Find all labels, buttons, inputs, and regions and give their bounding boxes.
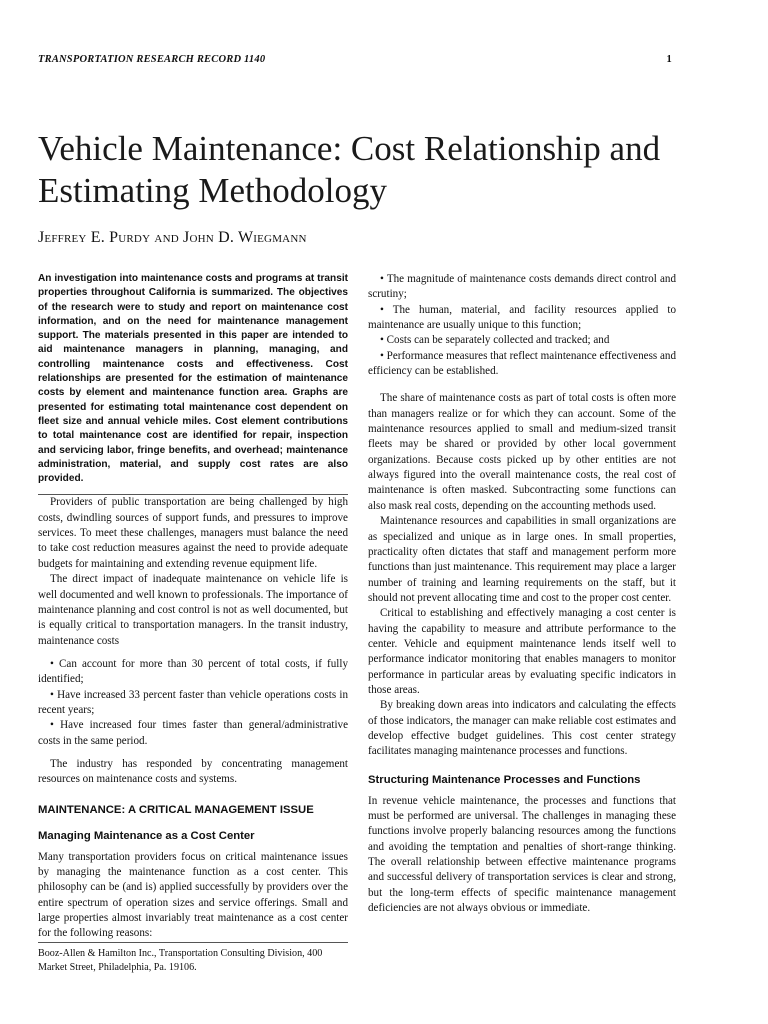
sub-heading: Structuring Maintenance Processes and Functions [368, 773, 641, 786]
paragraph: Maintenance resources and capabilities in small organizations are as specialized and unique as in large ones. In small properties, practicality often dictates that staff and management perform more functions than just maintenance. This requirement may place a larger number of training and learning requirements on the staff, but it should not prevent allocating time and cost to the proper cost center. [368, 515, 676, 604]
page-number: 1 [666, 54, 672, 65]
paragraph: The share of maintenance costs as part of total costs is often more than managers realize or for which they can account. Some of the maintenance resources applied to small and medium-sized transit fleets may be shared or provided by other local government organizations. Because costs picked up by other entities are not always figured into the overall maintenance costs, the real cost of maintenance is often masked. Subcontracting some functions can also mask real costs, depending on the accounting methods used. [368, 392, 676, 512]
bullet-item: • Costs can be separately collected and tracked; and [380, 334, 610, 347]
section-heading: MAINTENANCE: A CRITICAL MANAGEMENT ISSUE [38, 803, 314, 816]
author-affiliation-footnote: Booz-Allen & Hamilton Inc., Transportation Consulting Division, 400 Market Street, Philadelphia, Pa. 19106. [38, 942, 348, 975]
paragraph: The industry has responded by concentrating management resources on maintenance costs and systems. [38, 757, 348, 786]
right-column [368, 272, 676, 916]
bullet-item: • Performance measures that reflect maintenance effectiveness and efficiency can be established. [368, 349, 676, 378]
paragraph: Many transportation providers focus on critical maintenance issues by managing the maintenance function as a cost center. This philosophy can be (and is) applied successfully by providers over the entire spectrum of operation sizes and service offerings. Small and large properties almost invariably treat maintenance as a cost center for the following reasons: [38, 850, 348, 940]
bullet-item: • Can account for more than 30 percent of total costs, if fully identified; [38, 657, 348, 686]
paragraph: The direct impact of inadequate maintenance on vehicle life is well documented and well known to professionals. The importance of maintenance planning and cost control is not as well documented, but is equally critical to transportation managers. In the transit industry, maintenance costs [38, 573, 348, 647]
authors: Jeffrey E. Purdy and John D. Wiegmann [38, 229, 307, 246]
running-header [38, 54, 672, 70]
paragraph: In revenue vehicle maintenance, the processes and functions that must be performed are universal. The challenges in managing these functions involve properly balancing resources among the functions and avoiding the temptation and penalties of short-range thinking. The overall relationship between effective maintenance programs and successful delivery of transportation services is clear and strong, but the long-term effects of specific maintenance management deficiencies are not always obvious or immediate. [368, 794, 676, 915]
bullet-item: • Have increased four times faster than general/administrative costs in the same period. [38, 719, 348, 747]
abstract: An investigation into maintenance costs and programs at transit properties throughout California is summarized. The objectives of the research were to study and report on maintenance cost information, and on the need for maintenance management support. The materials presented in this paper are intended to aid maintenance managers in planning, managing, and controlling maintenance costs and effectiveness. Cost relationships are presented for the estimation of maintenance costs by element and maintenance function area. Graphs are presented for estimating total maintenance cost dependent on fleet size and annual vehicle miles. Cost element contributions to total maintenance cost are identified for repair, inspection and servicing labor, fringe benefits, and overhead; maintenance administration, material, and supply cost rates are also provided. [38, 272, 348, 495]
paragraph: Providers of public transportation are being challenged by high costs, dwindling sources of support funds, and pressures to improve services. To meet these challenges, managers must balance the need to take cost reduction measures against the need to provide adequate budgets for maintaining and extending revenue equipment life. [38, 496, 348, 570]
bullet-item: • The magnitude of maintenance costs demands direct control and scrutiny; [368, 273, 676, 301]
journal-name: TRANSPORTATION RESEARCH RECORD 1140 [38, 54, 266, 65]
bullet-item: • Have increased 33 percent faster than vehicle operations costs in recent years; [38, 688, 348, 716]
paragraph: Critical to establishing and effectively managing a cost center is having the capability to measure and attribute performance to the center. Vehicle and equipment maintenance lends itself well to performance indicator monitoring that enables managers to monitor performance in particular areas by evaluating specific indicators in those areas. [368, 607, 676, 696]
bullet-item: • The human, material, and facility resources applied to maintenance are usually unique to this function; [368, 303, 676, 332]
sub-heading: Managing Maintenance as a Cost Center [38, 829, 255, 842]
left-column [38, 272, 348, 975]
paragraph: By breaking down areas into indicators and calculating the effects of those indicators, the manager can make reliable cost estimates and develop effective budget guidelines. This cost center strategy facilitates managing maintenance processes and functions. [368, 699, 676, 758]
paper-title: Vehicle Maintenance: Cost Relationship and Estimating Methodology [38, 129, 661, 210]
